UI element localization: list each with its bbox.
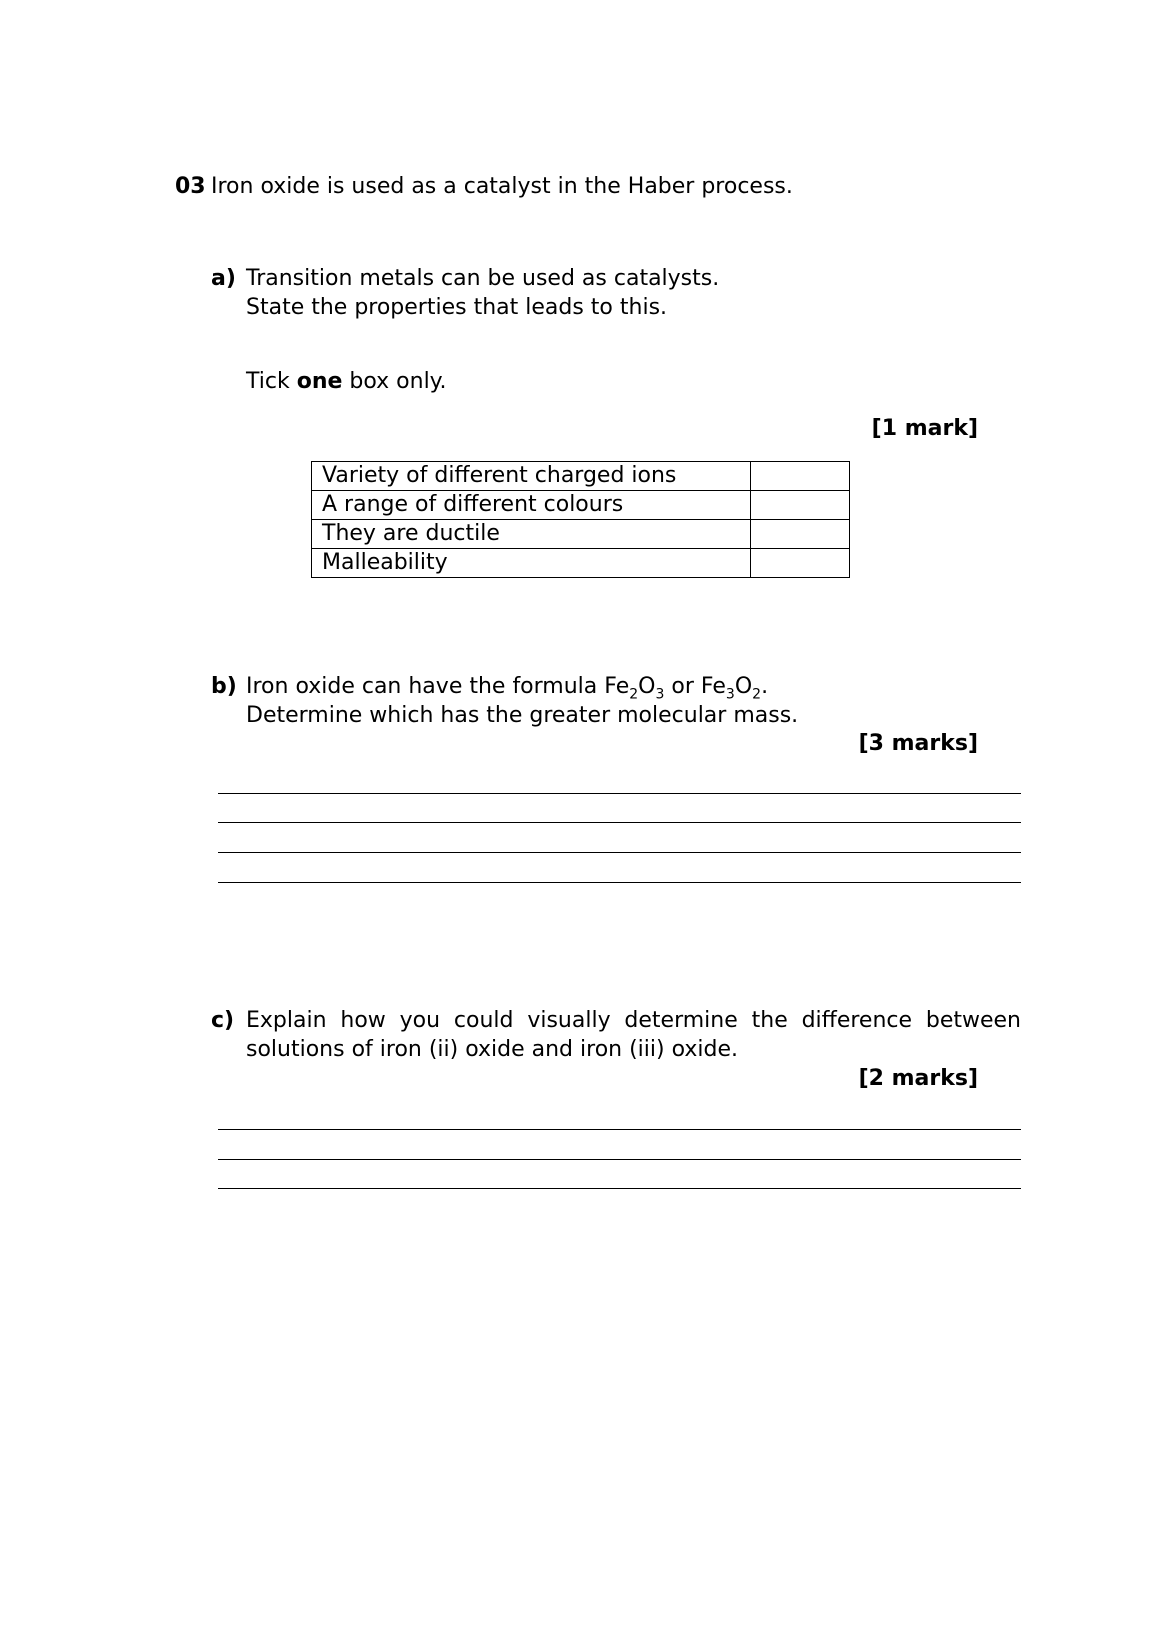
formula2-sub2: 2 (752, 686, 762, 703)
formula2-sub1: 3 (725, 686, 735, 703)
tick-box[interactable] (751, 549, 850, 578)
part-b-label: b) (211, 674, 237, 699)
tick-prefix: Tick (246, 369, 297, 394)
answer-line[interactable] (218, 852, 1021, 853)
part-c-marks: [2 marks] (858, 1066, 978, 1091)
option-label: A range of different colours (312, 491, 751, 520)
tick-instruction (246, 367, 447, 396)
part-a-line2: State the properties that leads to this. (246, 295, 668, 320)
tick-suffix: box only. (342, 369, 447, 394)
option-label: They are ductile (312, 520, 751, 549)
table-row (312, 549, 850, 578)
table-row (312, 491, 850, 520)
tick-box[interactable] (751, 462, 850, 491)
answer-line[interactable] (218, 882, 1021, 883)
part-b-marks: [3 marks] (858, 731, 978, 756)
part-b-text (246, 672, 798, 730)
formula1-sub1: 2 (629, 686, 639, 703)
part-b-line1 (246, 672, 798, 701)
option-label: Malleability (312, 549, 751, 578)
part-b-line2: Determine which has the greater molecular mass. (246, 703, 799, 728)
tick-box[interactable] (751, 520, 850, 549)
formula-end: . (761, 674, 769, 699)
formula-prefix: Iron oxide can have the formula Fe (246, 674, 630, 699)
table-row (312, 520, 850, 549)
answer-line[interactable] (218, 1159, 1021, 1160)
table-row (312, 462, 850, 491)
part-a-line1: Transition metals can be used as catalysts. (246, 266, 720, 291)
tick-box[interactable] (751, 491, 850, 520)
answer-line[interactable] (218, 1188, 1021, 1189)
option-label: Variety of different charged ions (312, 462, 751, 491)
answer-line[interactable] (218, 822, 1021, 823)
part-a-label: a) (211, 266, 236, 291)
formula1-sub2: 3 (655, 686, 665, 703)
part-a-text (246, 264, 719, 322)
answer-line[interactable] (218, 1129, 1021, 1130)
tick-one: one (296, 369, 343, 394)
formula1-o: O (638, 674, 656, 699)
question-number: 03 (175, 174, 206, 199)
tick-box-table (311, 461, 850, 578)
question-stem: Iron oxide is used as a catalyst in the Haber process. (211, 174, 793, 199)
formula-or: or Fe (664, 674, 726, 699)
part-c-label: c) (211, 1008, 235, 1033)
part-c-text: Explain how you could visually determine the difference between solutions of iron (ii) oxide and iron (iii) oxide. (246, 1008, 1021, 1062)
part-a-marks: [1 mark] (871, 416, 978, 441)
formula2-o: O (734, 674, 753, 699)
answer-line[interactable] (218, 793, 1021, 794)
